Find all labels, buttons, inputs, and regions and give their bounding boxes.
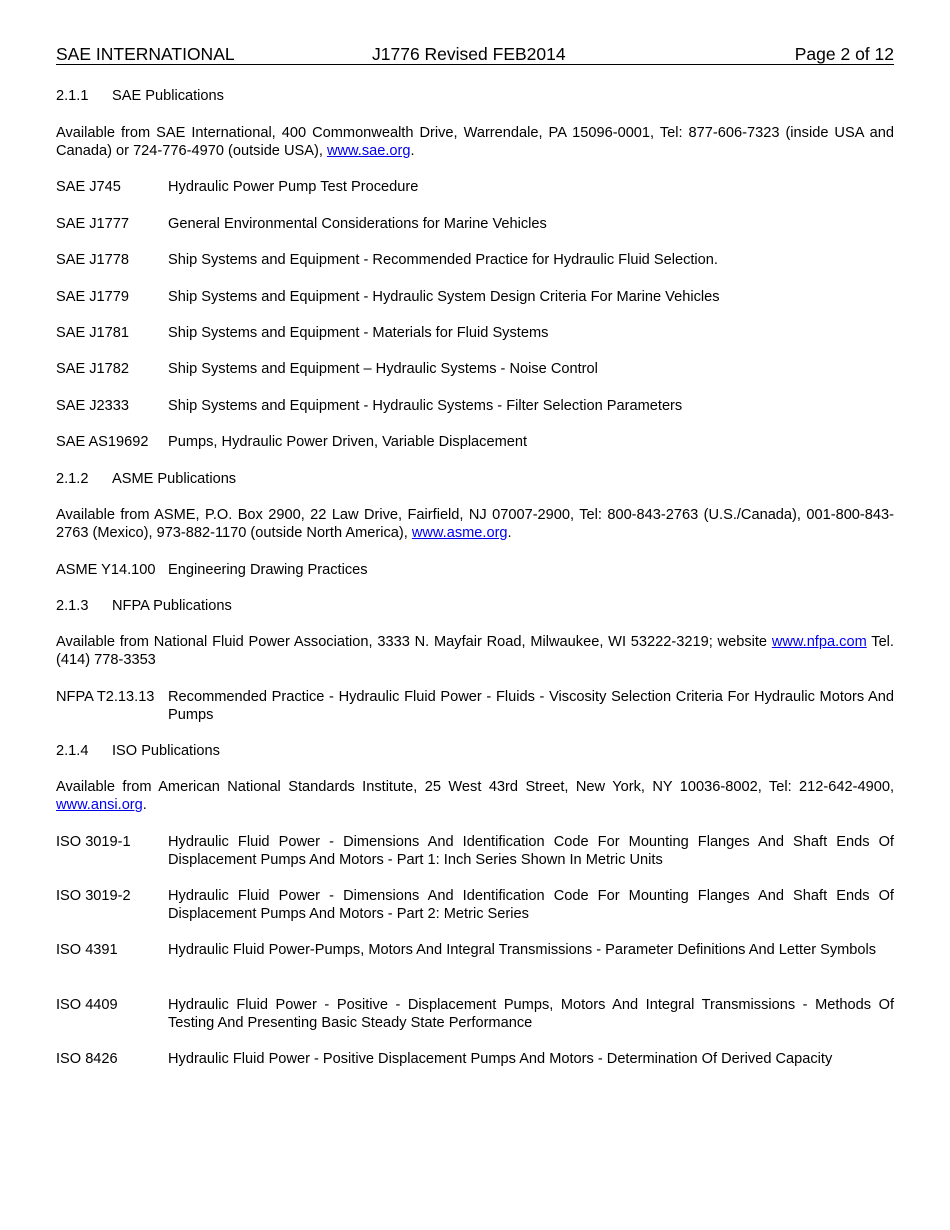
reference-item — [56, 397, 894, 415]
header-doc-id: J1776 Revised FEB2014 — [372, 44, 566, 64]
section-title: NFPA Publications — [112, 598, 232, 614]
reference-title: Ship Systems and Equipment - Recommended Practice for Hydraulic Fluid Selection. — [168, 252, 718, 268]
section-number: 2.1.4 — [56, 743, 89, 759]
reference-item — [56, 1050, 894, 1068]
header-org: SAE INTERNATIONAL — [56, 44, 235, 64]
section-number: 2.1.1 — [56, 88, 89, 104]
reference-code: ISO 3019-2 — [56, 888, 131, 904]
reference-title: Recommended Practice - Hydraulic Fluid Power - Fluids - Viscosity Selection Criteria For Hydraulic Motors And Pumps — [168, 689, 894, 723]
reference-code: SAE J2333 — [56, 398, 130, 414]
reference-item — [56, 887, 894, 923]
section-number: 2.1.2 — [56, 471, 89, 487]
reference-code: SAE J1778 — [56, 252, 130, 268]
document-page — [56, 44, 894, 1067]
reference-item — [56, 833, 894, 869]
availability-paragraph-iso: Available from American National Standards Institute, 25 West 43rd Street, New York, NY 10036-8002, Tel: 212-642-4900, www.ansi.org. — [56, 779, 894, 813]
section-title: ASME Publications — [112, 471, 237, 487]
reference-code: SAE J1782 — [56, 361, 130, 377]
section-title: ISO Publications — [112, 743, 220, 759]
reference-title: Hydraulic Fluid Power - Positive Displacement Pumps And Motors - Determination Of Derived Capacity — [168, 1051, 833, 1067]
reference-code: SAE J1777 — [56, 216, 130, 232]
reference-title: Ship Systems and Equipment - Hydraulic Systems - Filter Selection Parameters — [168, 398, 683, 414]
reference-title: Pumps, Hydraulic Power Driven, Variable Displacement — [168, 434, 528, 450]
reference-code: ISO 8426 — [56, 1051, 118, 1067]
section-number: 2.1.3 — [56, 598, 89, 614]
reference-item — [56, 433, 894, 451]
reference-item — [56, 178, 894, 196]
reference-title: General Environmental Considerations for Marine Vehicles — [168, 216, 547, 232]
reference-code: SAE J745 — [56, 179, 121, 195]
availability-paragraph-nfpa: Available from National Fluid Power Association, 3333 N. Mayfair Road, Milwaukee, WI 53222-3219; website www.nfpa.com Tel. (414) 778-3353 — [56, 634, 894, 668]
header-page-number: Page 2 of 12 — [794, 44, 894, 64]
reference-item — [56, 941, 894, 959]
reference-title: Ship Systems and Equipment - Materials for Fluid Systems — [168, 325, 549, 341]
reference-code: ISO 3019-1 — [56, 834, 131, 850]
reference-item — [56, 688, 894, 724]
reference-item — [56, 996, 894, 1032]
reference-title: Hydraulic Fluid Power - Positive - Displacement Pumps, Motors And Integral Transmissions - Methods Of Testing And Presenting Basic Steady State Performance — [168, 997, 894, 1031]
reference-code: ISO 4409 — [56, 997, 118, 1013]
reference-title: Engineering Drawing Practices — [168, 562, 368, 578]
availability-paragraph-asme: Available from ASME, P.O. Box 2900, 22 Law Drive, Fairfield, NJ 07007-2900, Tel: 800-843-2763 (U.S./Canada), 001-800-843-2763 (Mexico), 973-882-1170 (outside North America), www.asme.org. — [56, 507, 894, 541]
nfpa-website-link[interactable]: www.nfpa.com — [771, 634, 867, 650]
reference-code: SAE J1779 — [56, 289, 130, 305]
reference-item — [56, 215, 894, 233]
reference-title: Hydraulic Fluid Power-Pumps, Motors And Integral Transmissions - Parameter Definitions And Letter Symbols — [168, 942, 877, 958]
reference-title: Ship Systems and Equipment – Hydraulic Systems - Noise Control — [168, 361, 598, 377]
reference-code: SAE J1781 — [56, 325, 130, 341]
reference-item — [56, 561, 894, 579]
asme-website-link[interactable]: www.asme.org — [411, 525, 508, 541]
reference-code: SAE AS19692 — [56, 434, 149, 450]
reference-title: Hydraulic Power Pump Test Procedure — [168, 179, 419, 195]
reference-item — [56, 288, 894, 306]
reference-item — [56, 251, 894, 269]
availability-paragraph-sae: Available from SAE International, 400 Commonwealth Drive, Warrendale, PA 15096-0001, Tel: 877-606-7323 (inside USA and Canada) or 724-776-4970 (outside USA), www.sae.org. — [56, 125, 894, 159]
reference-code: ISO 4391 — [56, 942, 118, 958]
reference-item — [56, 324, 894, 342]
reference-title: Hydraulic Fluid Power - Dimensions And Identification Code For Mounting Flanges And Shaft Ends Of Displacement Pumps And Motors - Part 2: Metric Series — [168, 888, 894, 922]
reference-title: Hydraulic Fluid Power - Dimensions And Identification Code For Mounting Flanges And Shaft Ends Of Displacement Pumps And Motors - Part 1: Inch Series Shown In Metric Units — [168, 834, 894, 868]
reference-code: ASME Y14.100 — [56, 562, 156, 578]
section-title: SAE Publications — [112, 88, 224, 104]
reference-code: NFPA T2.13.13 — [56, 689, 155, 705]
reference-title: Ship Systems and Equipment - Hydraulic System Design Criteria For Marine Vehicles — [168, 289, 720, 305]
sae-website-link[interactable]: www.sae.org — [326, 143, 411, 159]
page-header — [56, 44, 894, 65]
reference-item — [56, 360, 894, 378]
ansi-website-link[interactable]: www.ansi.org — [56, 797, 143, 813]
